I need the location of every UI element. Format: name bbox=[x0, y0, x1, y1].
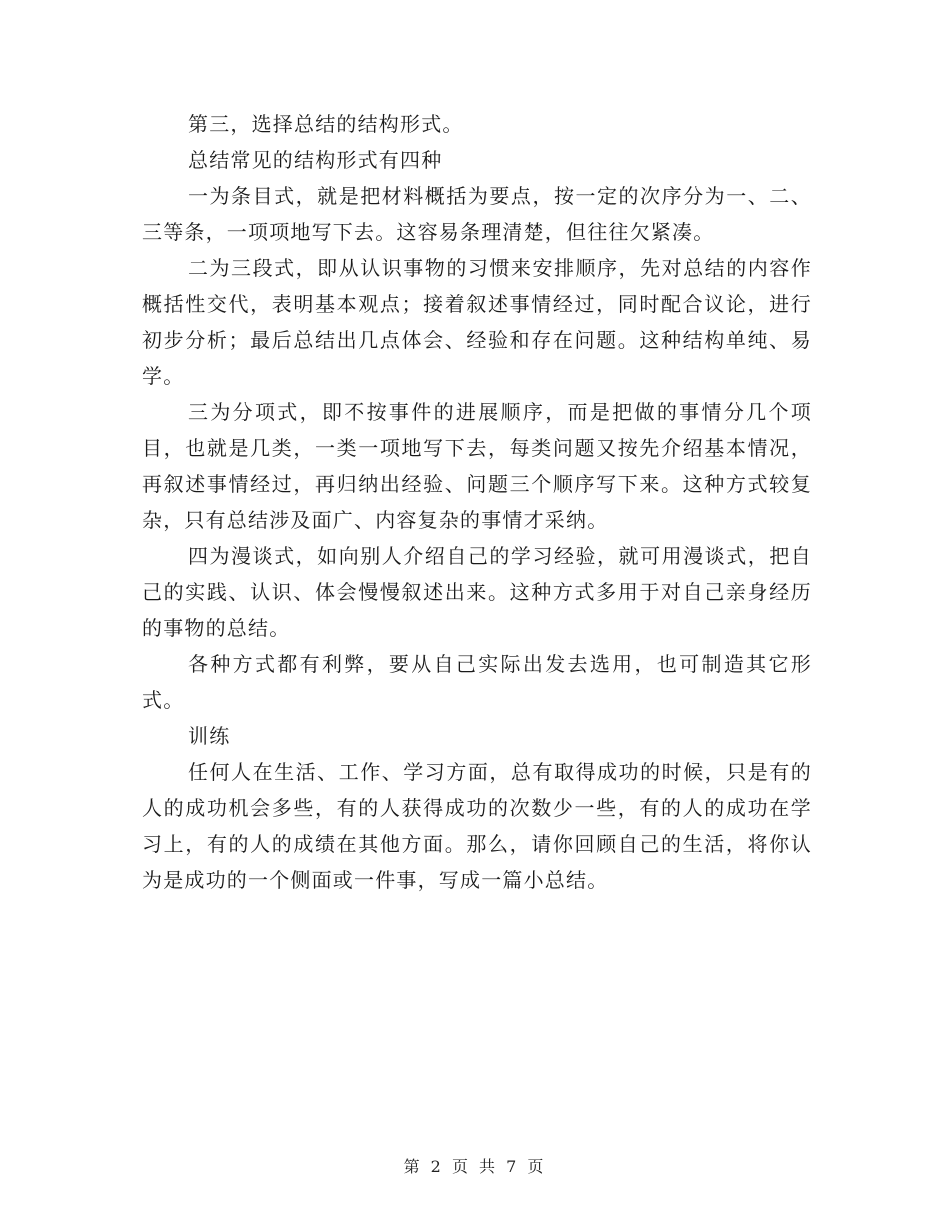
paragraph-item-form: 一为条目式，就是把材料概括为要点，按一定的次序分为一、二、三等条，一项项地写下去。这容易条理清楚，但往往欠紧凑。 bbox=[142, 184, 812, 244]
paragraph-training-task: 任何人在生活、工作、学习方面，总有取得成功的时候，只是有的人的成功机会多些，有的人获得成功的次数少一些，有的人的成功在学习上，有的人的成绩在其他方面。那么，请你回顾自己的生活，将你认为是成功的一个侧面或一件事，写成一篇小总结。 bbox=[142, 760, 812, 892]
paragraph-itemized-form: 三为分项式，即不按事件的进展顺序，而是把做的事情分几个项目，也就是几类，一类一项地写下去，每类问题又按先介绍基本情况，再叙述事情经过，再归纳出经验、问题三个顺序写下来。这种方式较复杂，只有总结涉及面广、内容复杂的事情才采纳。 bbox=[142, 400, 812, 532]
paragraph-three-section-form: 二为三段式，即从认识事物的习惯来安排顺序，先对总结的内容作概括性交代，表明基本观点；接着叙述事情经过，同时配合议论，进行初步分析；最后总结出几点体会、经验和存在问题。这种结构单纯、易学。 bbox=[142, 256, 812, 388]
paragraph-discursive-form: 四为漫谈式，如向别人介绍自己的学习经验，就可用漫谈式，把自己的实践、认识、体会慢慢叙述出来。这种方式多用于对自己亲身经历的事物的总结。 bbox=[142, 544, 812, 640]
paragraph-pros-cons: 各种方式都有利弊，要从自己实际出发去选用，也可制造其它形式。 bbox=[142, 652, 812, 712]
paragraph-structure-heading: 第三，选择总结的结构形式。 bbox=[188, 112, 464, 136]
paragraph-training-heading: 训练 bbox=[188, 724, 231, 748]
paragraph-four-forms-intro: 总结常见的结构形式有四种 bbox=[188, 148, 443, 172]
page-number-footer: 第 2 页 共 7 页 bbox=[403, 1157, 547, 1176]
document-body bbox=[142, 106, 812, 898]
